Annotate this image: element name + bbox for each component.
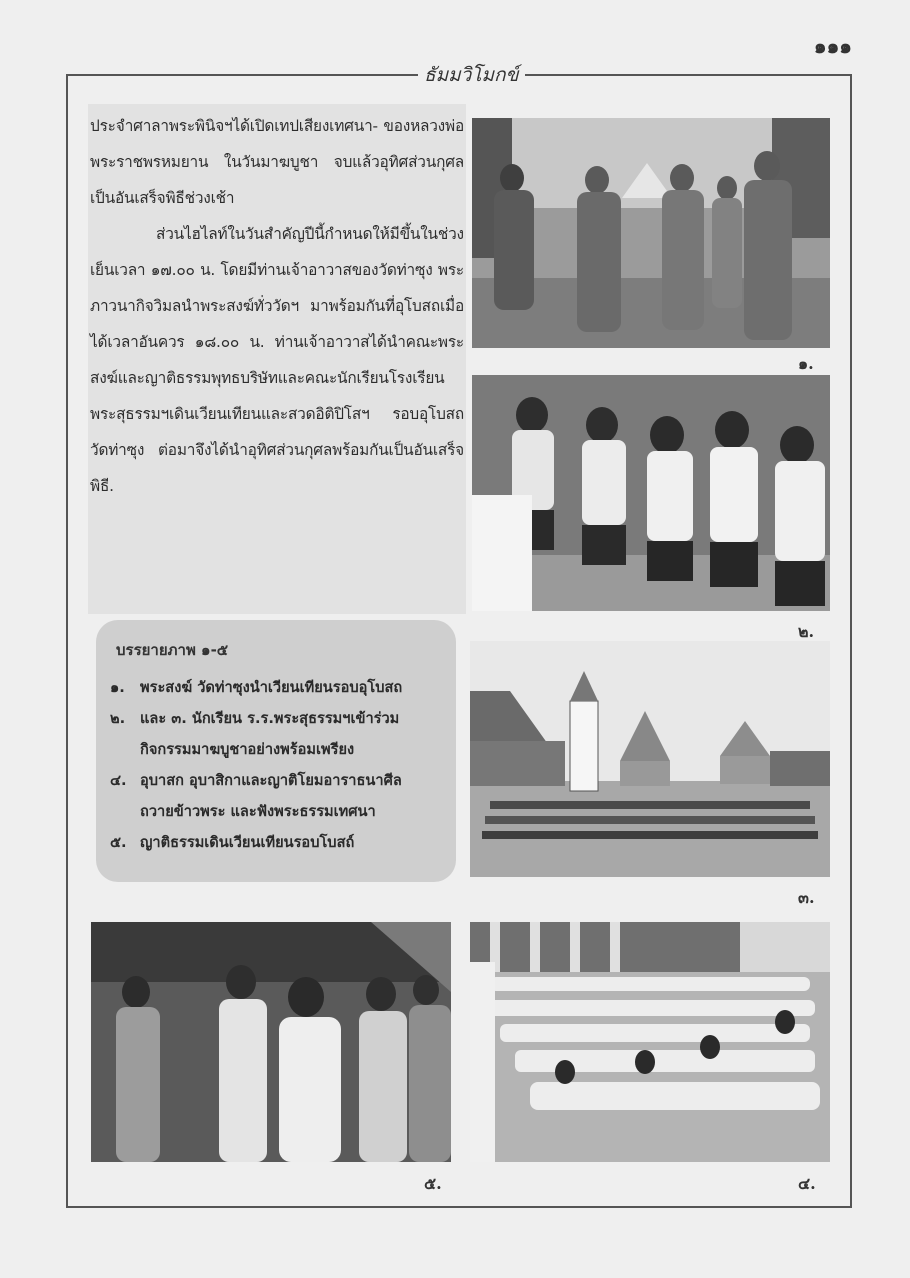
- article-body: [88, 104, 466, 614]
- photo-label: ๑.: [798, 354, 814, 373]
- photo-label: ๒.: [798, 622, 815, 641]
- caption-box: [96, 620, 456, 882]
- photo-label: ๕.: [424, 1174, 442, 1193]
- photo-monks-walking: [472, 118, 830, 348]
- caption-item: ถวายข้าวพระ และฟังพระธรรมเทศนา: [140, 803, 376, 820]
- caption-item: กิจกรรมมาฆบูชาอย่างพร้อมเพรียง: [140, 741, 355, 758]
- photo-label: ๔.: [798, 1174, 816, 1193]
- caption-title: บรรยายภาพ ๑-๕: [116, 641, 229, 659]
- paragraph: ประจำศาลาพระพินิจฯได้เปิดเทปเสียงเทศนา- ของหลวงพ่อพระราชพรหมยาน ในวันมาฆบูชา จบแล้วอุทิศส่วนกุศลเป็นอันเสร็จพิธีช่วงเช้า: [90, 117, 464, 207]
- photo-students-praying: [472, 375, 830, 611]
- caption-item: ๕. ญาติธรรมเดินเวียนเทียนรอบโบสถ์: [110, 834, 355, 851]
- page-number: ๑๑๑: [813, 34, 852, 58]
- photo-label: ๓.: [798, 888, 815, 907]
- photo-temple-courtyard: [470, 641, 830, 877]
- caption-item: ๒. และ ๓. นักเรียน ร.ร.พระสุธรรมฯเข้าร่วม: [110, 710, 400, 727]
- running-header: ธัมมวิโมกข์: [418, 60, 525, 90]
- caption-item: ๔. อุบาสก อุบาสิกาและญาติโยมอาราธนาศีล: [110, 772, 402, 789]
- paragraph: ส่วนไฮไลท์ในวันสำคัญปีนี้กำหนดให้มีขึ้นในช่วงเย็นเวลา ๑๗.๐๐ น. โดยมีท่านเจ้าอาวาสของวัดท่าซุง พระภาวนากิจวิมลนำพระสงฆ์ทั่ววัดฯ มาพร้อมกันที่อุโบสถเมื่อได้เวลาอันควร ๑๘.๐๐ น. ท่านเจ้าอาวาสได้นำคณะพระสงฆ์และญาติธรรมพุทธบริษัทและคณะนักเรียนโรงเรียนพระสุธรรมฯเดินเวียนเทียนและสวดอิติปิโสฯ รอบอุโบสถวัดท่าซุง ต่อมาจึงได้นำอุทิศส่วนกุศลพร้อมกันเป็นอันเสร็จพิธี.: [90, 225, 464, 495]
- photo-laypeople-procession: [91, 922, 451, 1162]
- caption-item: ๑. พระสงฆ์ วัดท่าซุงนำเวียนเทียนรอบอุโบสถ: [110, 679, 403, 696]
- photo-hall-gathering: [470, 922, 830, 1162]
